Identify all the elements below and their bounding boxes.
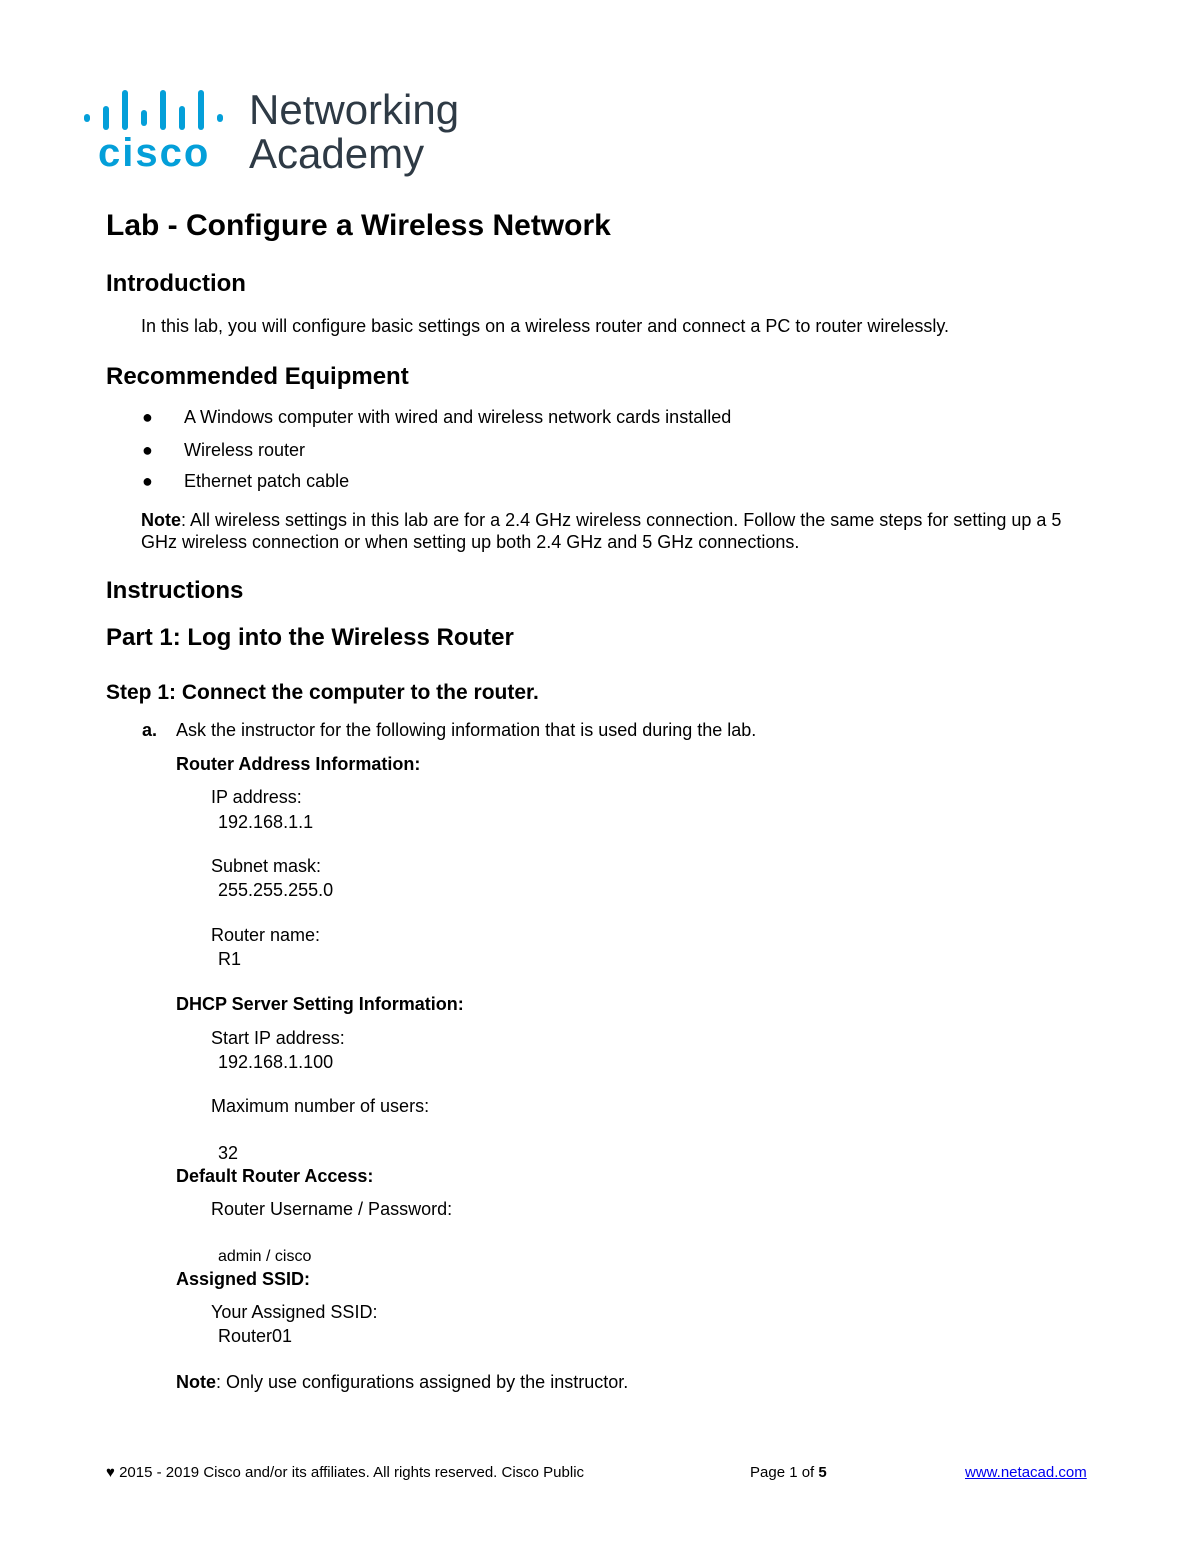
logo-line-networking: Networking	[249, 88, 460, 133]
item-letter: a.	[142, 720, 158, 740]
page-prefix: Page	[750, 1464, 790, 1481]
step1-heading: Step 1: Connect the computer to the router.	[106, 681, 539, 704]
cisco-wordmark: cisco	[98, 131, 211, 175]
start-ip-value: 192.168.1.100	[218, 1052, 334, 1072]
max-users-value: 32	[218, 1143, 239, 1163]
credentials-label: Router Username / Password:	[211, 1199, 453, 1219]
heart-icon: ♥	[106, 1464, 115, 1481]
list-item	[142, 440, 305, 461]
dhcp-info-heading: DHCP Server Setting Information:	[176, 994, 464, 1014]
list-item	[142, 471, 349, 492]
netacad-link[interactable]: www.netacad.com	[965, 1464, 1087, 1481]
note-label: Note	[176, 1372, 216, 1392]
cisco-bars-icon	[84, 90, 223, 130]
equipment-note	[141, 509, 1101, 553]
ssid-info-heading: Assigned SSID:	[176, 1269, 311, 1289]
footer-copyright	[106, 1464, 584, 1481]
page-current: 1	[789, 1464, 798, 1481]
max-users-label: Maximum number of users:	[211, 1096, 430, 1116]
introduction-text: In this lab, you will configure basic settings on a wireless router and connect a PC to router wirelessly.	[141, 316, 950, 336]
ssid-label: Your Assigned SSID:	[211, 1302, 378, 1322]
note-label: Note	[141, 510, 181, 530]
list-item-text: A Windows computer with wired and wireless network cards installed	[184, 407, 732, 427]
router-name-label: Router name:	[211, 925, 321, 945]
part1-heading: Part 1: Log into the Wireless Router	[106, 624, 514, 651]
mask-label: Subnet mask:	[211, 856, 322, 876]
footer-link-wrap	[965, 1464, 1087, 1481]
start-ip-label: Start IP address:	[211, 1028, 345, 1048]
page-of: of	[797, 1464, 819, 1481]
ip-label: IP address:	[211, 787, 302, 807]
bullet-icon: ●	[142, 407, 153, 427]
note-text: : Only use configurations assigned by the instructor.	[216, 1372, 629, 1392]
list-item-text: Wireless router	[184, 440, 306, 460]
page-total: 5	[818, 1464, 827, 1481]
credentials-value: admin / cisco	[218, 1248, 312, 1265]
step-item-a	[142, 720, 756, 741]
copyright-text: 2015 - 2019 Cisco and/or its affiliates. All rights reserved. Cisco Public	[119, 1464, 585, 1481]
page-title: Lab - Configure a Wireless Network	[106, 209, 611, 242]
mask-value: 255.255.255.0	[218, 880, 334, 900]
ip-value: 192.168.1.1	[218, 812, 314, 832]
instructions-heading: Instructions	[106, 577, 244, 604]
item-text: Ask the instructor for the following information that is used during the lab.	[176, 720, 757, 740]
ssid-value: Router01	[218, 1326, 293, 1346]
router-info-heading: Router Address Information:	[176, 754, 421, 774]
introduction-heading: Introduction	[106, 270, 246, 297]
bullet-icon: ●	[142, 471, 153, 491]
cisco-networking-academy-logo	[84, 88, 474, 183]
final-note	[176, 1372, 628, 1393]
logo-line-academy: Academy	[249, 130, 425, 177]
router-name-value: R1	[218, 949, 242, 969]
list-item	[142, 407, 731, 428]
equipment-heading: Recommended Equipment	[106, 363, 409, 390]
list-item-text: Ethernet patch cable	[184, 471, 350, 491]
access-info-heading: Default Router Access:	[176, 1166, 374, 1186]
bullet-icon: ●	[142, 440, 153, 460]
note-text: : All wireless settings in this lab are for a 2.4 GHz wireless connection. Follow the same steps for setting up a 5 GHz wireless connection or when setting up both 2.4 GHz and 5 GHz connections.	[141, 510, 1062, 552]
page-indicator	[750, 1464, 827, 1481]
